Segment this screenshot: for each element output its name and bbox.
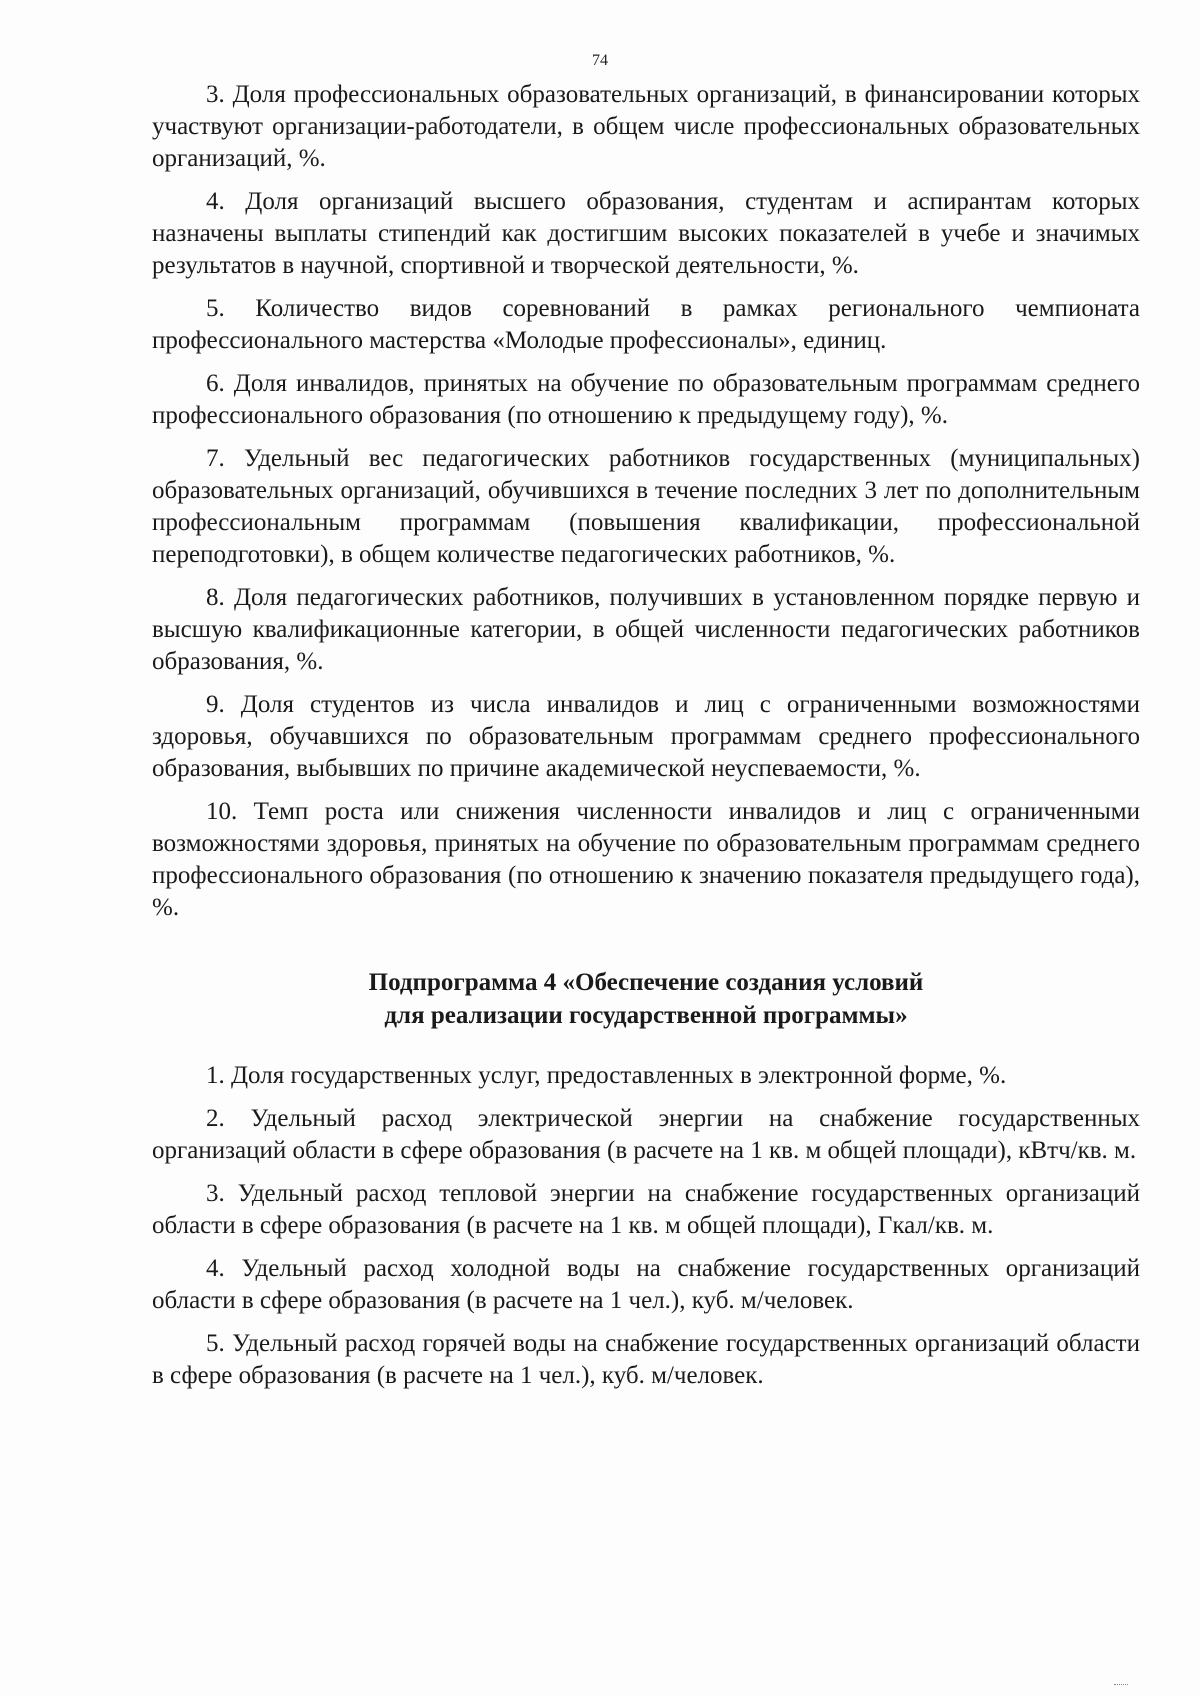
list-item: 2. Удельный расход электрической энергии на снабжение государственных организаций области в сфере образования (в расчете на 1 кв. м общей площади), кВтч/кв. м. xyxy=(152,1105,1140,1164)
list-item: 1. Доля государственных услуг, предоставленных в электронной форме, %. xyxy=(206,1062,1007,1089)
list-item: 4. Удельный расход холодной воды на снабжение государственных организаций области в сфере образования (в расчете на 1 чел.), куб. м/человек. xyxy=(152,1255,1140,1314)
page-number: 74 xyxy=(592,52,608,69)
list-item: 3. Удельный расход тепловой энергии на снабжение государственных организаций области в сфере образования (в расчете на 1 кв. м общей площади), Гкал/кв. м. xyxy=(152,1180,1140,1239)
scan-artifact-mark xyxy=(1114,1684,1128,1691)
page-content xyxy=(152,79,1140,1403)
list-item: 3. Доля профессиональных образовательных организаций, в финансировании которых участвуют организации-работодатели, в общем числе профессиональных образовательных организаций, %. xyxy=(152,81,1140,172)
list-item: 5. Количество видов соревнований в рамках регионального чемпионата профессионального мастерства «Молодые профессионалы», единиц. xyxy=(152,295,1140,354)
list-item: 4. Доля организаций высшего образования, студентам и аспирантам которых назначены выплаты стипендий как достигшим высоких показателей в учебе и значимых результатов в научной, спортивной и творческой деятельности, %. xyxy=(152,188,1140,279)
list-item: 7. Удельный вес педагогических работников государственных (муниципальных) образовательных организаций, обучившихся в течение последних 3 лет по дополнительным профессиональным программам (повышения квалификации, профессиональной переподготовки), в общем количестве педагогических работников, %. xyxy=(152,445,1140,568)
list-item: 6. Доля инвалидов, принятых на обучение по образовательным программам среднего профессионального образования (по отношению к предыдущему году), %. xyxy=(152,370,1140,429)
subprogram-title-line-2: для реализации государственной программы» xyxy=(384,1002,908,1029)
list-item: 5. Удельный расход горячей воды на снабжение государственных организаций области в сфере образования (в расчете на 1 чел.), куб. м/человек. xyxy=(152,1330,1140,1389)
list-item: 10. Темп роста или снижения численности инвалидов и лиц с ограниченными возможностями здоровья, принятых на обучение по образовательным программам среднего профессионального образования (по отношению к значению показателя предыдущего года), %. xyxy=(152,798,1140,921)
subprogram-title-line-1: Подпрограмма 4 «Обеспечение создания условий xyxy=(368,969,924,996)
list-item: 9. Доля студентов из числа инвалидов и лиц с ограниченными возможностями здоровья, обучавшихся по образовательным программам среднего профессионального образования, выбывших по причине академической неуспеваемости, %. xyxy=(152,691,1140,782)
subprogram-heading xyxy=(152,966,1140,1032)
list-item: 8. Доля педагогических работников, получивших в установленном порядке первую и высшую квалификационные категории, в общей численности педагогических работников образования, %. xyxy=(152,584,1140,675)
